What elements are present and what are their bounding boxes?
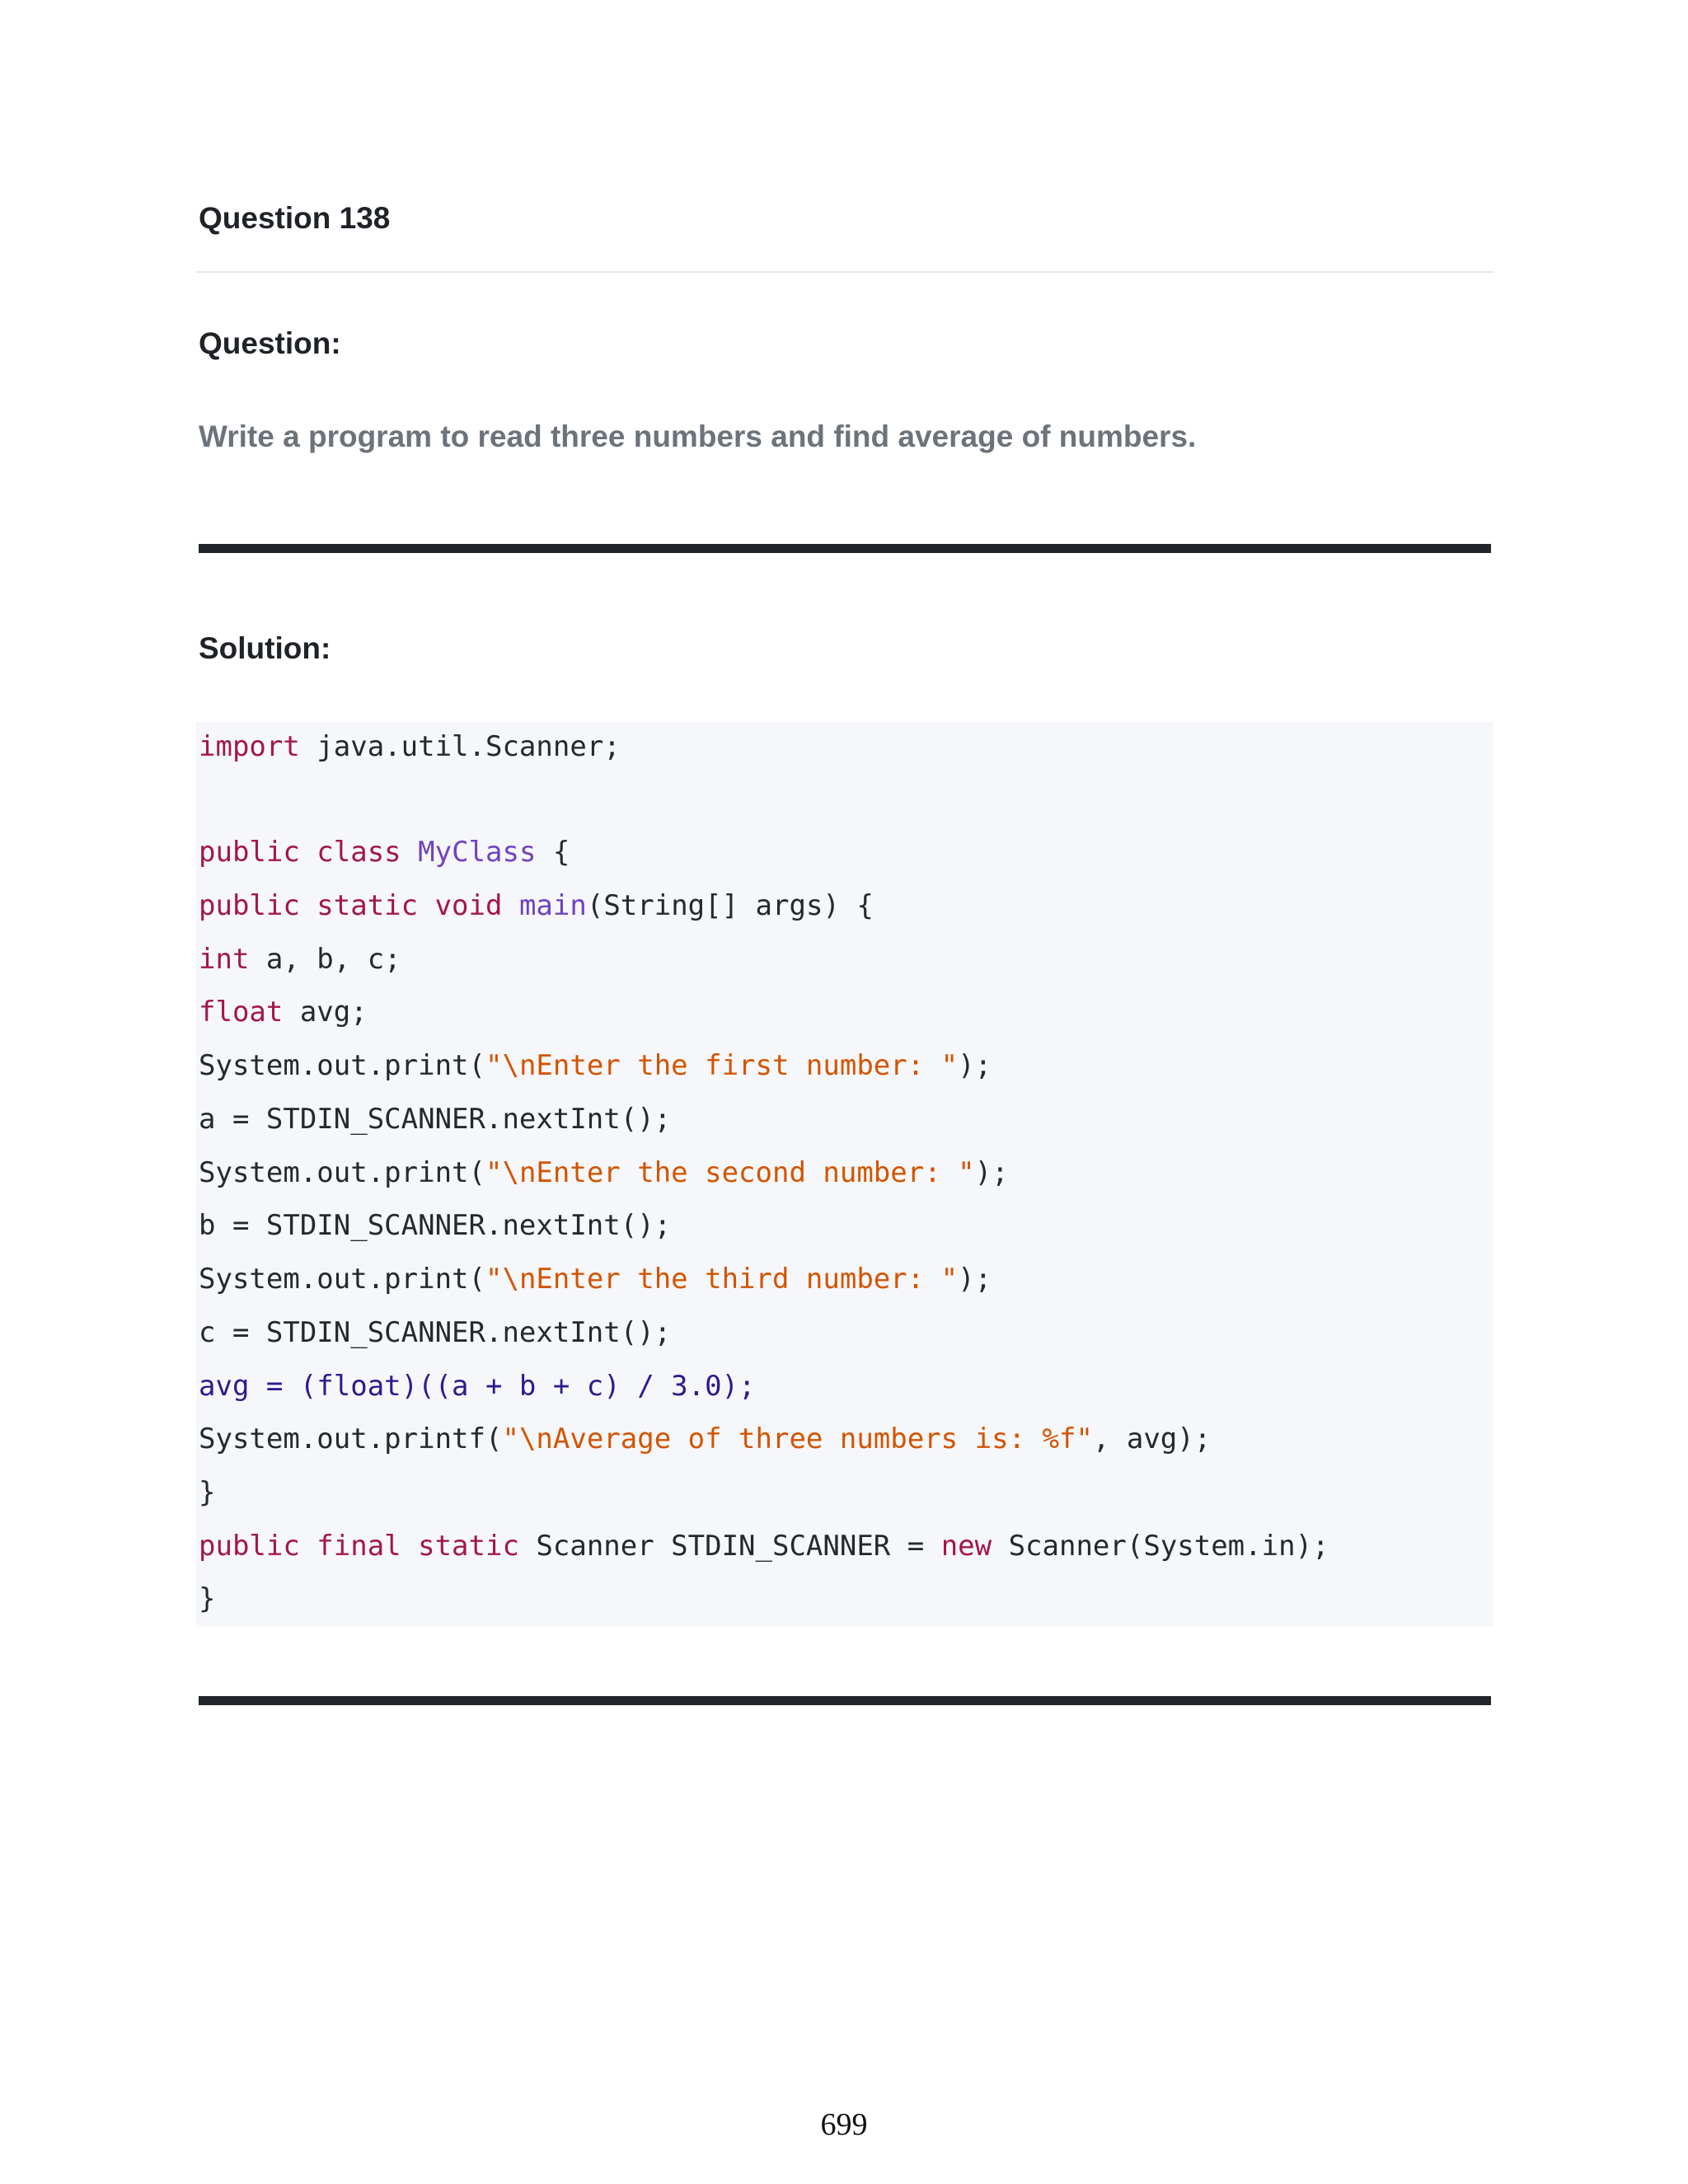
code-text: Scanner STDIN_SCANNER = [518, 1530, 941, 1563]
code-text: System.out.print( [199, 1263, 485, 1296]
code-line-1 [199, 728, 621, 766]
section-divider-top [199, 544, 1491, 553]
code-text: (String[] args) { [586, 889, 874, 922]
code-keyword: public class [199, 836, 401, 869]
code-text: System.out.print( [199, 1049, 485, 1082]
code-line-14 [199, 1420, 1211, 1458]
code-keyword: public final static [199, 1530, 519, 1563]
code-line-13: avg = (float)((a + b + c) / 3.0); [199, 1370, 756, 1403]
question-title: Question 138 [199, 201, 391, 235]
code-text: ); [958, 1263, 992, 1296]
code-line-16 [199, 1527, 1329, 1565]
code-text: a, b, c; [249, 943, 401, 976]
code-line-6 [199, 993, 368, 1031]
code-line-11 [199, 1260, 992, 1298]
code-text: { [536, 836, 570, 869]
code-line-4 [199, 887, 874, 925]
code-line-7 [199, 1047, 992, 1085]
code-line-5 [199, 940, 401, 978]
code-text: , avg); [1092, 1422, 1212, 1455]
code-text: java.util.Scanner; [299, 730, 621, 763]
code-line-9 [199, 1154, 1009, 1192]
code-keyword: float [199, 996, 284, 1029]
code-line-15: } [199, 1476, 216, 1509]
title-divider [196, 271, 1493, 273]
code-line-8: a = STDIN_SCANNER.nextInt(); [199, 1103, 672, 1136]
code-string: "\nAverage of three numbers is: %f" [502, 1422, 1093, 1455]
code-line-12: c = STDIN_SCANNER.nextInt(); [199, 1316, 672, 1349]
code-string: "\nEnter the second number: " [485, 1156, 975, 1189]
code-keyword: import [199, 730, 300, 763]
code-keyword: int [199, 943, 250, 976]
code-line-10: b = STDIN_SCANNER.nextInt(); [199, 1209, 672, 1242]
question-text: Write a program to read three numbers and find average of numbers. [199, 419, 1197, 453]
code-function-name: main [518, 889, 587, 922]
code-line-17: } [199, 1582, 216, 1615]
solution-label: Solution: [199, 631, 331, 665]
code-string: "\nEnter the third number: " [485, 1263, 959, 1296]
code-keyword: public static void [199, 889, 503, 922]
code-line-3 [199, 833, 570, 871]
code-class-name: MyClass [418, 836, 537, 869]
code-text: avg; [283, 996, 368, 1029]
question-label: Question: [199, 326, 341, 360]
code-text: ); [974, 1156, 1009, 1189]
code-keyword: new [940, 1530, 992, 1563]
code-text: System.out.print( [199, 1156, 485, 1189]
page-number: 699 [820, 2107, 868, 2142]
section-divider-bottom [199, 1696, 1491, 1705]
code-string: "\nEnter the first number: " [485, 1049, 959, 1082]
code-text: ); [958, 1049, 992, 1082]
code-text: Scanner(System.in); [992, 1530, 1329, 1563]
code-text: System.out.printf( [199, 1422, 503, 1455]
